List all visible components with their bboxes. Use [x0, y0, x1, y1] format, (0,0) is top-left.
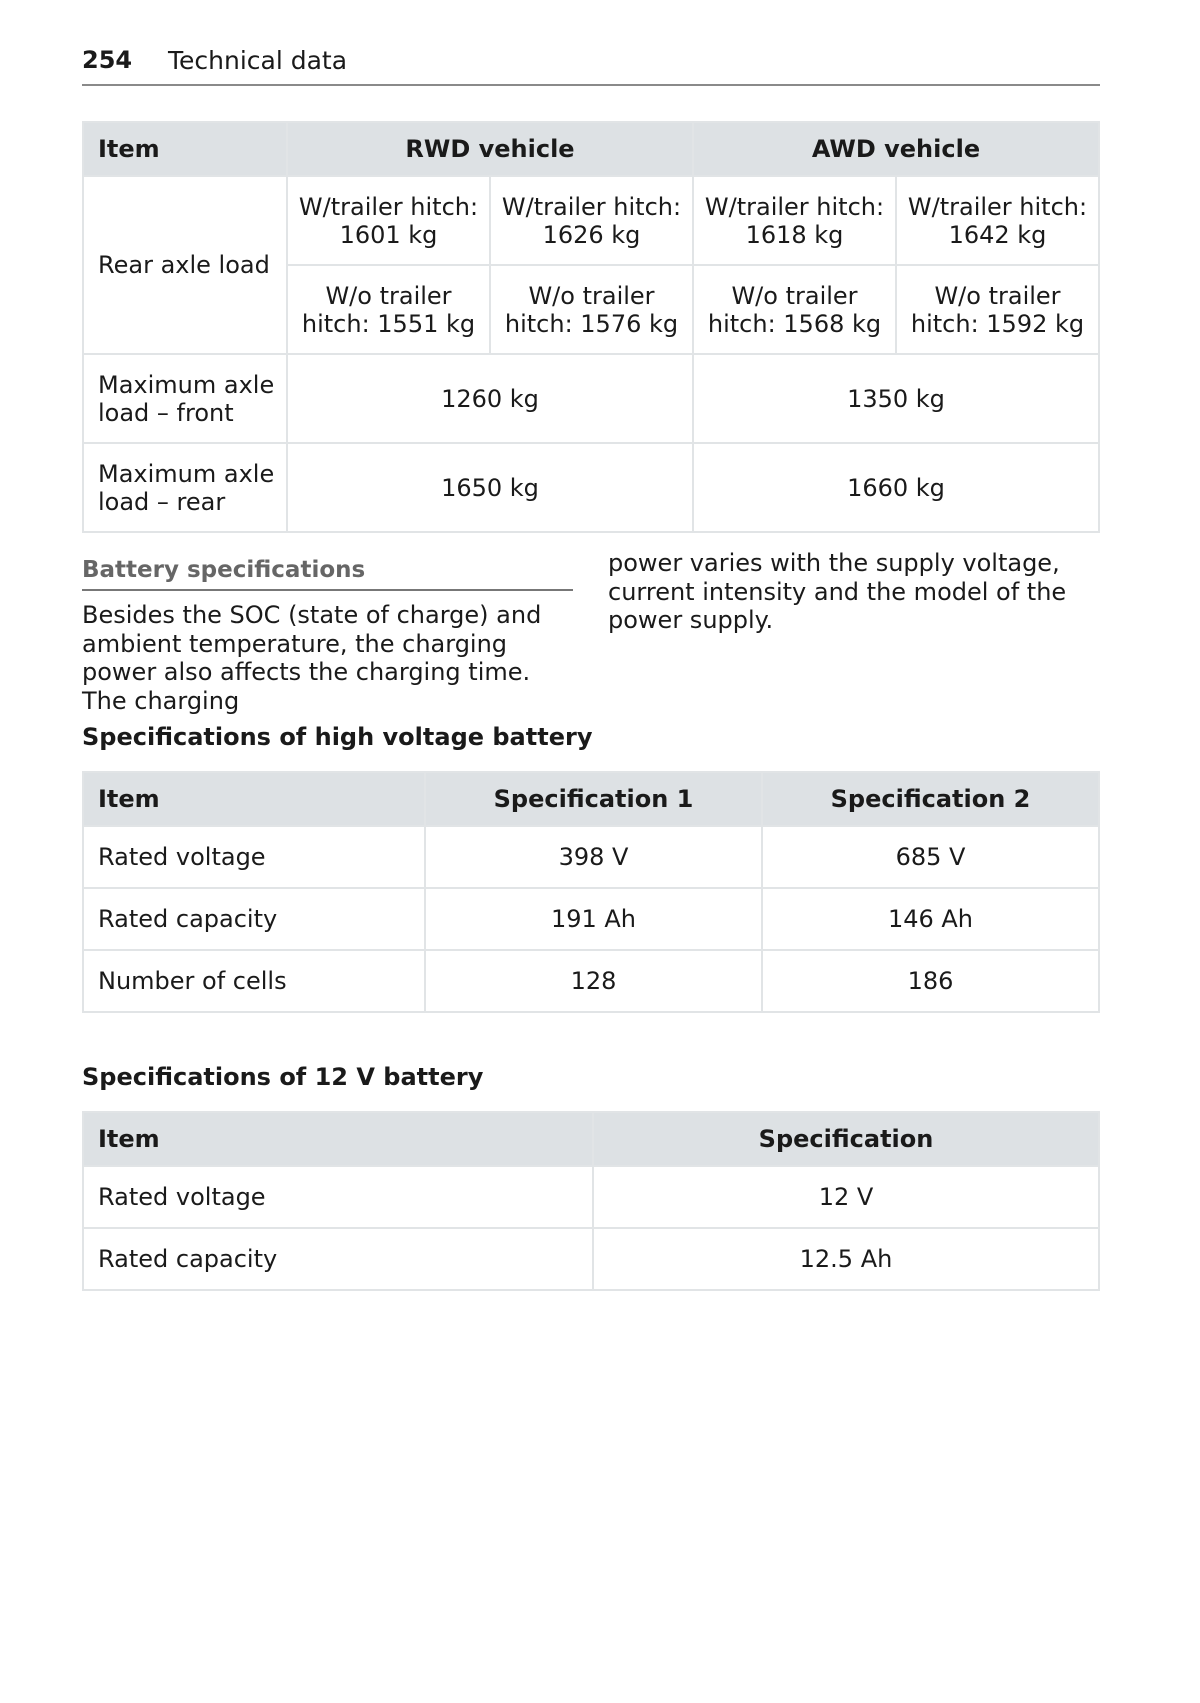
cell-spec-2: 146 Ah	[762, 888, 1099, 950]
row-label: Number of cells	[83, 950, 425, 1012]
max-rear-rwd: 1650 kg	[287, 443, 693, 532]
lv-battery-title: Specifications of 12 V battery	[82, 1063, 484, 1091]
max-front-label: Maximum axle load – front	[83, 354, 287, 443]
cell-spec-2: 186	[762, 950, 1099, 1012]
table-row	[83, 354, 1099, 443]
battery-para-right: power varies with the supply voltage, current intensity and the model of the power supply.	[608, 549, 1067, 634]
row-label: Rated capacity	[83, 888, 425, 950]
table-header-row	[83, 122, 1099, 176]
row-label: Rated voltage	[83, 826, 425, 888]
cell-rwd-nohitch-1: W/o trailer hitch: 1551 kg	[287, 265, 490, 354]
row-label: Rated capacity	[83, 1228, 593, 1290]
table-row	[83, 443, 1099, 532]
hv-battery-title: Specifications of high voltage battery	[82, 723, 593, 751]
cell-awd-nohitch-1: W/o trailer hitch: 1568 kg	[693, 265, 896, 354]
row-label: Rated voltage	[83, 1166, 593, 1228]
max-front-rwd: 1260 kg	[287, 354, 693, 443]
table-header-row	[83, 772, 1099, 826]
table-row	[83, 176, 1099, 265]
hv-battery-table	[82, 771, 1100, 1013]
cell-spec-1: 128	[425, 950, 762, 1012]
page-number: 254	[82, 46, 133, 74]
rear-axle-label: Rear axle load	[83, 176, 287, 354]
table-row	[83, 950, 1099, 1012]
table-row	[83, 1166, 1099, 1228]
header-rwd: RWD vehicle	[287, 122, 693, 176]
cell-spec-1: 398 V	[425, 826, 762, 888]
header-spec-1: Specification 1	[425, 772, 762, 826]
lv-battery-table	[82, 1111, 1100, 1291]
header-item: Item	[83, 772, 425, 826]
section-title: Technical data	[168, 46, 348, 75]
table-row	[83, 888, 1099, 950]
battery-para-left: Besides the SOC (state of charge) and ambient temperature, the charging power also affects the charging time. The charging	[82, 601, 542, 715]
max-rear-awd: 1660 kg	[693, 443, 1099, 532]
header-item: Item	[83, 1112, 593, 1166]
max-rear-label: Maximum axle load – rear	[83, 443, 287, 532]
table-header-row	[83, 1112, 1099, 1166]
cell-rwd-nohitch-2: W/o trailer hitch: 1576 kg	[490, 265, 693, 354]
cell-spec-2: 685 V	[762, 826, 1099, 888]
page-header	[82, 44, 1100, 86]
cell-awd-hitch-1: W/trailer hitch: 1618 kg	[693, 176, 896, 265]
cell-spec: 12.5 Ah	[593, 1228, 1099, 1290]
cell-rwd-hitch-1: W/trailer hitch: 1601 kg	[287, 176, 490, 265]
header-spec-2: Specification 2	[762, 772, 1099, 826]
cell-spec: 12 V	[593, 1166, 1099, 1228]
cell-rwd-hitch-2: W/trailer hitch: 1626 kg	[490, 176, 693, 265]
header-spec: Specification	[593, 1112, 1099, 1166]
table-row	[83, 826, 1099, 888]
cell-spec-1: 191 Ah	[425, 888, 762, 950]
header-awd: AWD vehicle	[693, 122, 1099, 176]
table-row	[83, 1228, 1099, 1290]
cell-awd-nohitch-2: W/o trailer hitch: 1592 kg	[896, 265, 1099, 354]
axle-load-table	[82, 121, 1100, 533]
header-item: Item	[83, 122, 287, 176]
max-front-awd: 1350 kg	[693, 354, 1099, 443]
cell-awd-hitch-2: W/trailer hitch: 1642 kg	[896, 176, 1099, 265]
battery-specs-heading: Battery specifications	[82, 555, 573, 591]
